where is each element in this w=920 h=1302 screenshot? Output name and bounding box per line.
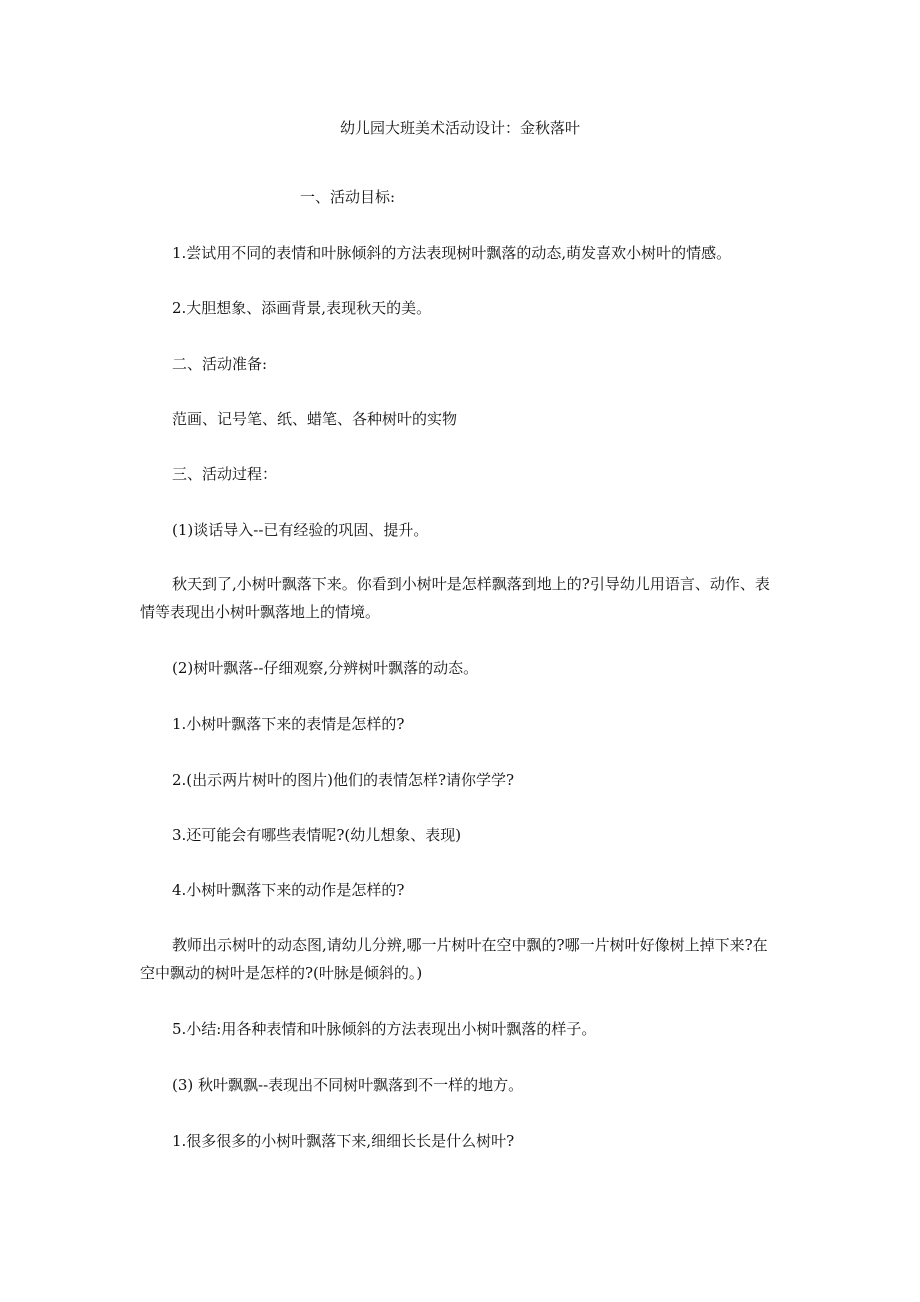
process-step-1-heading: (1)谈话导入--已有经验的巩固、提升。 [172, 521, 429, 539]
process-step-2-heading: (2)树叶飘落--仔细观察,分辨树叶飘落的动态。 [172, 659, 479, 677]
step-2-summary: 5.小结:用各种表情和叶脉倾斜的方法表现出小树叶飘落的样子。 [172, 1020, 597, 1038]
step-2-question-4: 4.小树叶飘落下来的动作是怎样的? [172, 881, 405, 899]
section-heading-preparation: 二、活动准备: [172, 355, 268, 373]
section-heading-goals: 一、活动目标: [300, 188, 396, 206]
step-3-question-1: 1.很多很多的小树叶飘落下来,细细长长是什么树叶? [172, 1132, 515, 1150]
step-2-teacher-paragraph: 教师出示树叶的动态图,请幼儿分辨,哪一片树叶在空中飘的?哪一片树叶好像树上掉下来?在空中飘动的树叶是怎样的?(叶脉是倾斜的。) [140, 936, 768, 982]
page-title: 幼儿园大班美术活动设计：金秋落叶 [339, 119, 580, 137]
process-step-3-heading: (3) 秋叶飘飘--表现出不同树叶飘落到不一样的地方。 [172, 1076, 524, 1094]
goal-item-1: 1.尝试用不同的表情和叶脉倾斜的方法表现树叶飘落的动态,萌发喜欢小树叶的情感。 [172, 244, 732, 262]
process-step-1-paragraph: 秋天到了,小树叶飘落下来。你看到小树叶是怎样飘落到地上的?引导幼儿用语言、动作、表情等表现出小树叶飘落地上的情境。 [140, 575, 770, 621]
step-2-question-3: 3.还可能会有哪些表情呢?(幼儿想象、表现) [172, 826, 462, 844]
goal-item-2: 2.大胆想象、添画背景,表现秋天的美。 [172, 299, 432, 317]
section-heading-process: 三、活动过程： [172, 465, 278, 483]
step-2-question-1: 1.小树叶飘落下来的表情是怎样的? [172, 715, 405, 733]
preparation-materials: 范画、记号笔、纸、蜡笔、各种树叶的实物 [172, 410, 458, 428]
step-2-question-2: 2.(出示两片树叶的图片)他们的表情怎样?请你学学? [172, 771, 515, 789]
